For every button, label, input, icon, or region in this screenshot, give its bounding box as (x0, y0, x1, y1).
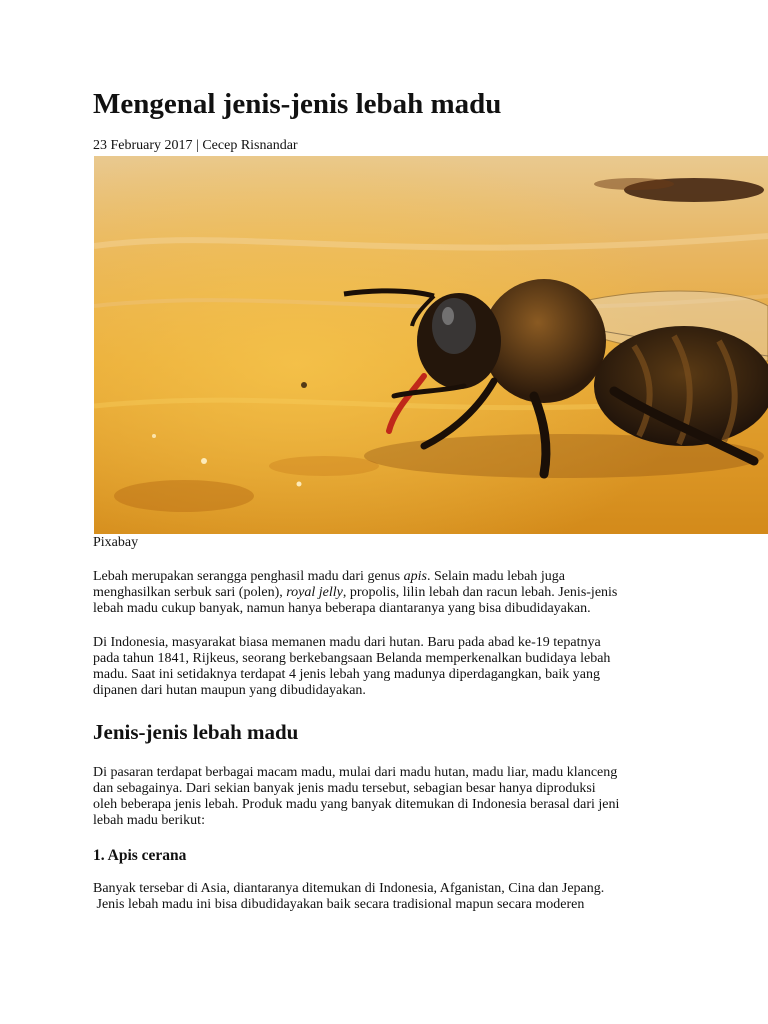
history-paragraph (93, 635, 693, 699)
bee-photo (94, 156, 768, 534)
section-line: dan sebagainya. Dari sekian banyak jenis madu tersebut, sebagian besar hanya diproduksi (93, 781, 596, 796)
text-run: , propolis, lilin lebah dan racun lebah. Jenis-jenis (342, 585, 618, 600)
text-run: . Selain madu lebah juga (426, 569, 565, 584)
text-run: Lebah merupakan serangga penghasil madu dari genus (93, 569, 404, 584)
section-paragraph (93, 765, 693, 829)
history-line: pada tahun 1841, Rijkeus, seorang berkebangsaan Belanda memperkenalkan budidaya lebah (93, 651, 611, 666)
intro-line (93, 569, 693, 585)
article-title: Mengenal jenis-jenis lebah madu (93, 88, 502, 120)
royal-jelly-emphasis: royal jelly (286, 585, 343, 600)
article-meta: 23 February 2017 | Cecep Risnandar (93, 138, 298, 153)
section-heading: Jenis-jenis lebah madu (93, 720, 299, 744)
intro-paragraph (93, 569, 693, 617)
image-caption: Pixabay (93, 535, 139, 550)
section-line: Di pasaran terdapat berbagai macam madu, mulai dari madu hutan, madu liar, madu klanceng (93, 765, 618, 780)
history-line: madu. Saat ini setidaknya terdapat 4 jenis lebah yang madunya diperdagangkan, baik yang (93, 667, 600, 682)
genus-emphasis: apis (403, 569, 427, 584)
section-line: oleh beberapa jenis lebah. Produk madu yang banyak ditemukan di Indonesia berasal dari jeni (93, 797, 620, 812)
intro-line: lebah madu cukup banyak, namun hanya beberapa diantaranya yang bisa dibudidayakan. (93, 601, 591, 616)
history-line: Di Indonesia, masyarakat biasa memanen madu dari hutan. Baru pada abad ke-19 tepatnya (93, 635, 601, 650)
sub-line: Jenis lebah madu ini bisa dibudidayakan baik secara tradisional mapun secara moderen (93, 897, 585, 912)
text-run: menghasilkan serbuk sari (polen), (93, 585, 287, 600)
sub-line: Banyak tersebar di Asia, diantaranya ditemukan di Indonesia, Afganistan, Cina dan Jepang. (93, 881, 605, 896)
section-line: lebah madu berikut: (93, 813, 205, 828)
subheading-apis-cerana: 1. Apis cerana (93, 847, 187, 864)
intro-line (93, 585, 693, 601)
history-line: dipanen dari hutan maupun yang dibudidayakan. (93, 683, 366, 698)
apis-cerana-paragraph (93, 881, 693, 913)
